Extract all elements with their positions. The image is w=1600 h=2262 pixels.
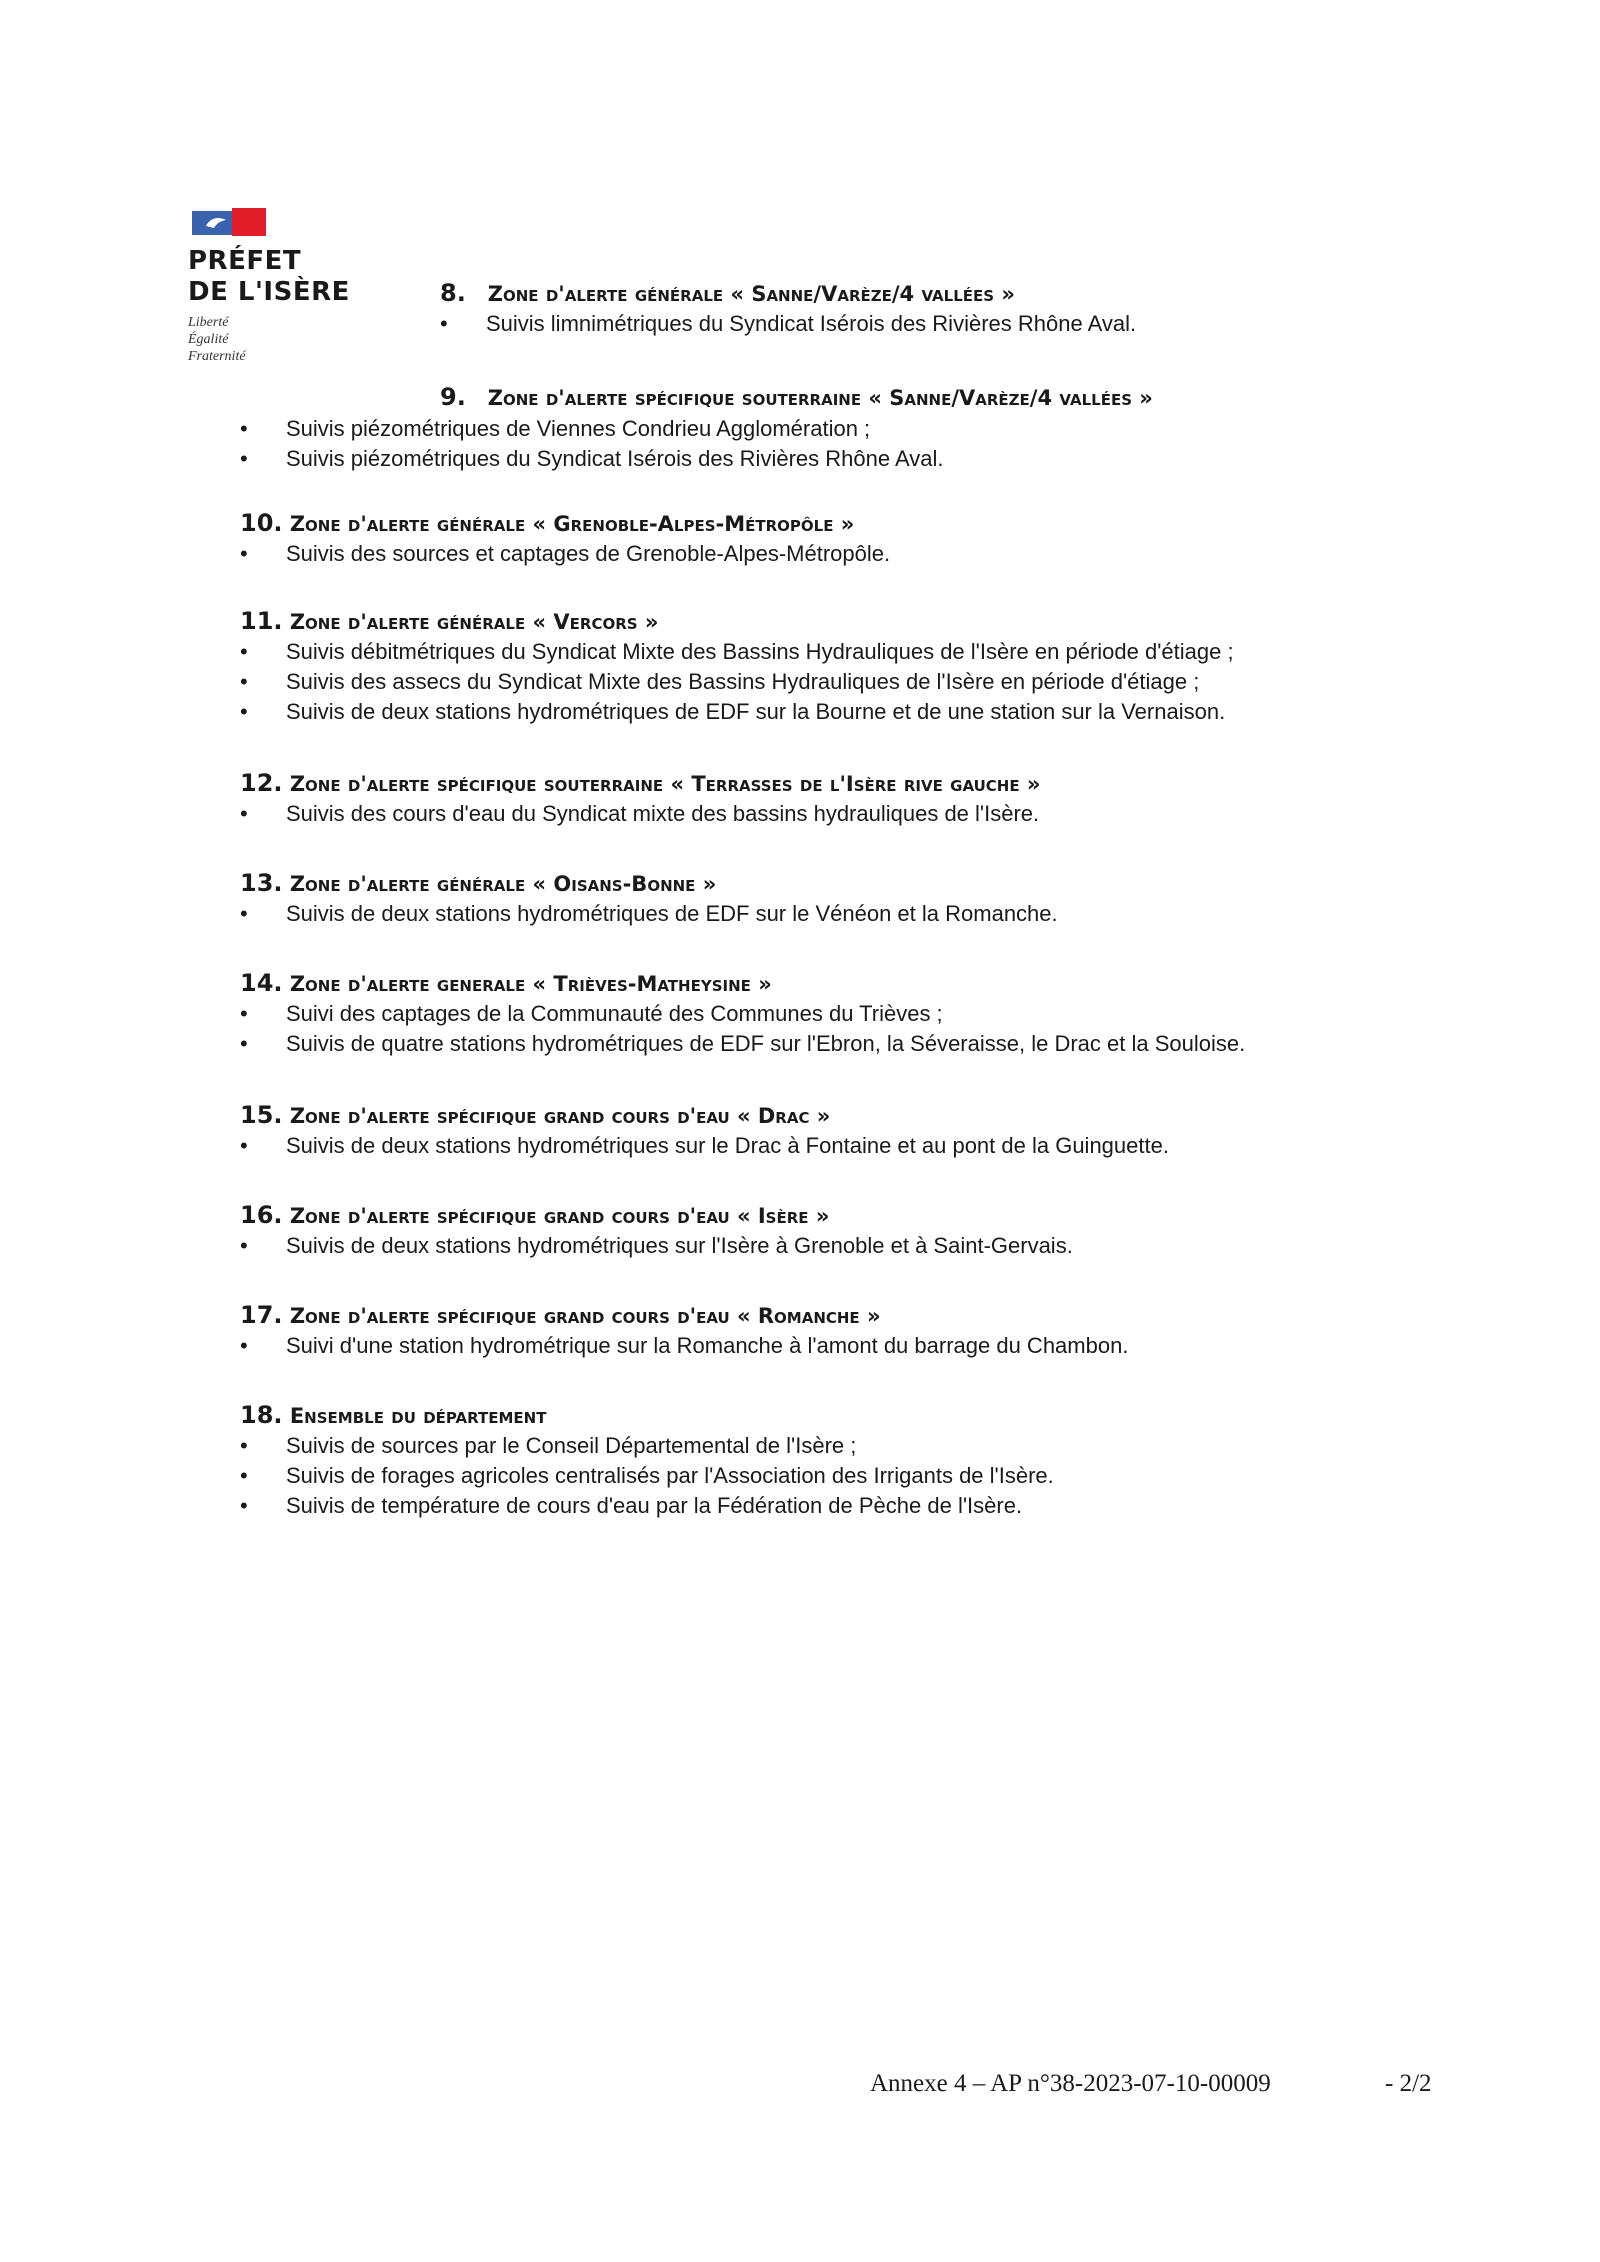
zone-section-9-items bbox=[240, 414, 943, 474]
zone-title: Zone d'alerte générale « Vercors » bbox=[289, 610, 659, 634]
prefecture-logo bbox=[188, 206, 350, 365]
list-item: • Suivis de sources par le Conseil Départemental de l'Isère ; bbox=[240, 1431, 1054, 1461]
list-item: • Suivis de forages agricoles centralisés par l'Association des Irrigants de l'Isère. bbox=[240, 1461, 1054, 1491]
list-item: • Suivis débitmétriques du Syndicat Mixte des Bassins Hydrauliques de l'Isère en période d'étiage ; bbox=[240, 637, 1234, 667]
zone-number: 8. bbox=[440, 279, 466, 307]
zone-title: Zone d'alerte spécifique souterraine « Sanne/Varèze/4 vallées » bbox=[487, 386, 1153, 410]
zone-item-list bbox=[240, 539, 890, 569]
zone-title: Zone d'alerte spécifique grand cours d'eau « Isère » bbox=[289, 1204, 830, 1228]
zone-heading bbox=[240, 1300, 1128, 1331]
zone-title: Zone d'alerte générale « Oisans-Bonne » bbox=[289, 872, 717, 896]
list-item: • Suivis de deux stations hydrométriques sur l'Isère à Grenoble et à Saint-Gervais. bbox=[240, 1231, 1073, 1261]
zone-number: 17. bbox=[240, 1301, 283, 1329]
zone-item-list bbox=[240, 999, 1245, 1059]
zone-heading bbox=[440, 382, 1153, 413]
logo-title-line1: PRÉFET bbox=[188, 246, 302, 276]
zone-item-list bbox=[240, 637, 1234, 727]
zone-item-list bbox=[240, 1131, 1169, 1161]
zone-item-list bbox=[440, 309, 1136, 339]
zone-section-16 bbox=[240, 1200, 1073, 1261]
list-item: • Suivi d'une station hydrométrique sur la Romanche à l'amont du barrage du Chambon. bbox=[240, 1331, 1128, 1361]
zone-section-9 bbox=[440, 382, 1153, 413]
zone-heading bbox=[240, 1100, 1169, 1131]
zone-item-list bbox=[240, 1331, 1128, 1361]
zone-title: Zone d'alerte générale « Grenoble-Alpes-Métropôle » bbox=[289, 512, 855, 536]
list-item: • Suivis des cours d'eau du Syndicat mixte des bassins hydrauliques de l'Isère. bbox=[240, 799, 1040, 829]
zone-section-8 bbox=[440, 278, 1136, 339]
zone-heading bbox=[240, 1400, 1054, 1431]
zone-item-list bbox=[240, 899, 1058, 929]
marianne-flag-icon bbox=[188, 206, 270, 238]
zone-number: 13. bbox=[240, 869, 283, 897]
zone-title: Zone d'alerte générale « Sanne/Varèze/4 vallées » bbox=[487, 282, 1015, 306]
zone-number: 14. bbox=[240, 969, 283, 997]
list-item: • Suivis piézométriques du Syndicat Isérois des Rivières Rhône Aval. bbox=[240, 444, 943, 474]
zone-number: 15. bbox=[240, 1101, 283, 1129]
zone-number: 18. bbox=[240, 1401, 283, 1429]
zone-heading bbox=[240, 1200, 1073, 1231]
logo-title bbox=[188, 246, 350, 308]
zone-section-17 bbox=[240, 1300, 1128, 1361]
zone-heading bbox=[240, 768, 1040, 799]
page-footer bbox=[870, 2070, 1432, 2098]
zone-number: 11. bbox=[240, 607, 283, 635]
list-item: • Suivis de deux stations hydrométriques de EDF sur le Vénéon et la Romanche. bbox=[240, 899, 1058, 929]
zone-section-15 bbox=[240, 1100, 1169, 1161]
motto-fraternite: Fraternité bbox=[188, 349, 246, 364]
zone-section-13 bbox=[240, 868, 1058, 929]
list-item: • Suivis de température de cours d'eau par la Fédération de Pèche de l'Isère. bbox=[240, 1491, 1054, 1521]
zone-item-list bbox=[240, 1431, 1054, 1521]
list-item: • Suivis de deux stations hydrométriques sur le Drac à Fontaine et au pont de la Guinguette. bbox=[240, 1131, 1169, 1161]
zone-heading bbox=[240, 968, 1245, 999]
zone-section-10 bbox=[240, 508, 890, 569]
zone-title: Ensemble du département bbox=[289, 1404, 547, 1428]
flag-red-panel bbox=[232, 208, 266, 236]
zone-heading bbox=[440, 278, 1136, 309]
list-item: • Suivi des captages de la Communauté des Communes du Trièves ; bbox=[240, 999, 1245, 1029]
zone-section-12 bbox=[240, 768, 1040, 829]
zone-heading bbox=[240, 508, 890, 539]
zone-number: 12. bbox=[240, 769, 283, 797]
zone-section-18 bbox=[240, 1400, 1054, 1521]
document-reference: Annexe 4 – AP n°38-2023-07-10-00009 bbox=[870, 2070, 1271, 2097]
list-item: • Suivis de deux stations hydrométriques de EDF sur la Bourne et de une station sur la Vernaison. bbox=[240, 697, 1234, 727]
motto-liberte: Liberté bbox=[188, 315, 229, 330]
zone-title: Zone d'alerte spécifique grand cours d'eau « Romanche » bbox=[289, 1304, 881, 1328]
list-item: • Suivis piézométriques de Viennes Condrieu Agglomération ; bbox=[240, 414, 943, 444]
zone-number: 16. bbox=[240, 1201, 283, 1229]
logo-title-line2: DE L'ISÈRE bbox=[188, 277, 350, 307]
zone-section-11 bbox=[240, 606, 1234, 727]
list-item: • Suivis de quatre stations hydrométriques de EDF sur l'Ebron, la Séveraisse, le Drac et la Souloise. bbox=[240, 1029, 1245, 1059]
list-item: • Suivis des sources et captages de Grenoble-Alpes-Métropôle. bbox=[240, 539, 890, 569]
list-item: • Suivis limnimétriques du Syndicat Isérois des Rivières Rhône Aval. bbox=[440, 309, 1136, 339]
zone-heading bbox=[240, 868, 1058, 899]
zone-number: 9. bbox=[440, 383, 466, 411]
page-number: - 2/2 bbox=[1385, 2070, 1432, 2097]
zone-section-14 bbox=[240, 968, 1245, 1059]
zone-item-list bbox=[240, 414, 943, 474]
marianne-profile-icon bbox=[202, 212, 228, 232]
zone-item-list bbox=[240, 1231, 1073, 1261]
zone-number: 10. bbox=[240, 509, 283, 537]
zone-title: Zone d'alerte generale « Trièves-Matheysine » bbox=[289, 972, 772, 996]
republic-motto bbox=[188, 314, 350, 365]
zone-heading bbox=[240, 606, 1234, 637]
zone-title: Zone d'alerte spécifique souterraine « Terrasses de l'Isère rive gauche » bbox=[289, 772, 1041, 796]
zone-title: Zone d'alerte spécifique grand cours d'eau « Drac » bbox=[289, 1104, 831, 1128]
motto-egalite: Égalité bbox=[188, 332, 229, 347]
list-item: • Suivis des assecs du Syndicat Mixte des Bassins Hydrauliques de l'Isère en période d'étiage ; bbox=[240, 667, 1234, 697]
zone-item-list bbox=[240, 799, 1040, 829]
